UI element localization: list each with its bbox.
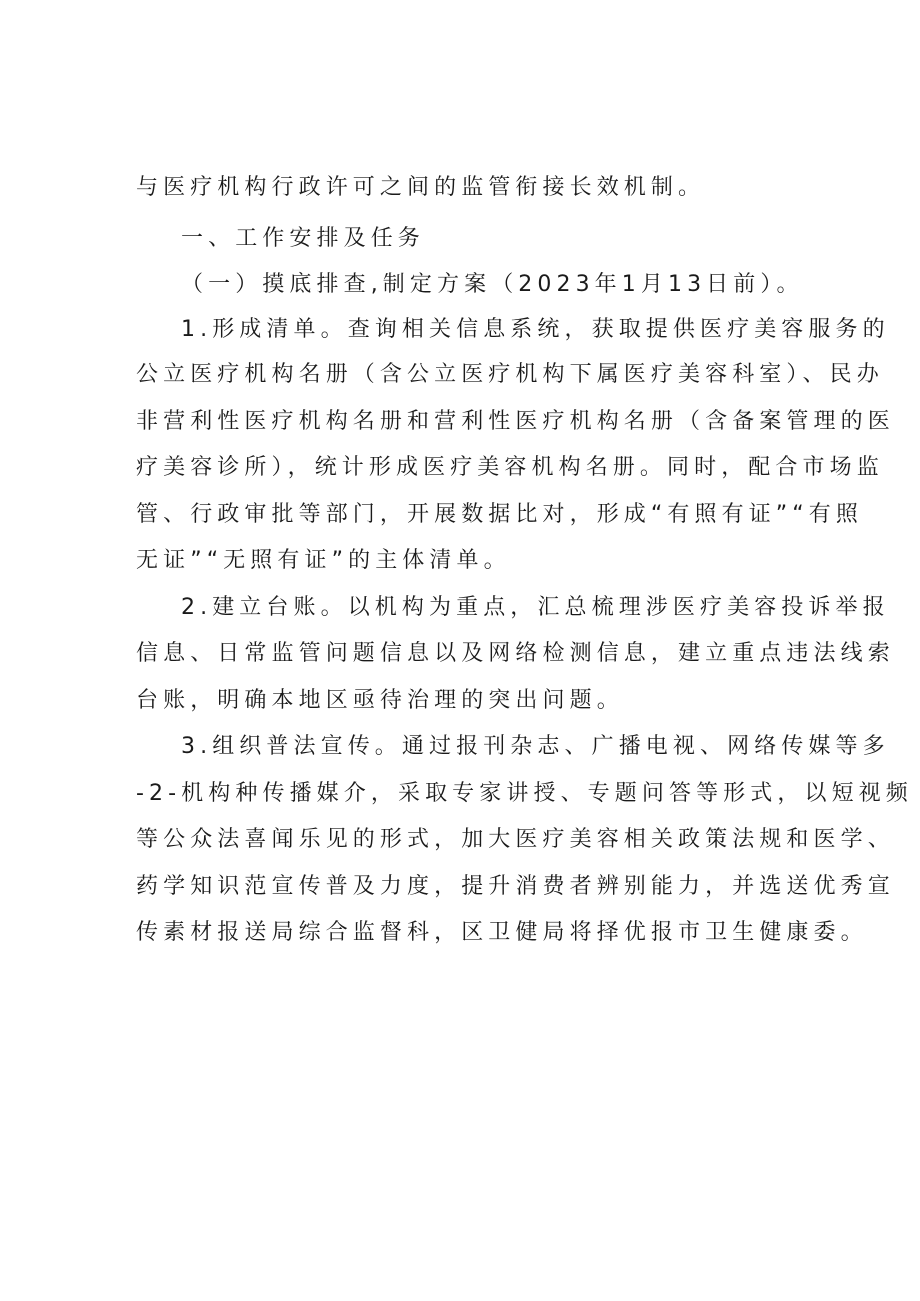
body-line <box>0 634 920 674</box>
body-line <box>0 495 920 535</box>
body-line <box>0 727 920 767</box>
body-line <box>0 867 920 907</box>
section-heading <box>0 219 920 259</box>
heading-text: 一、工作安排及任务 <box>181 226 425 251</box>
line-text: 药学知识范宣传普及力度，提升消费者辨别能力，并选送优秀宣 <box>136 874 895 899</box>
body-line <box>0 820 920 860</box>
subsection-heading <box>0 265 920 305</box>
line-text: 台账，明确本地区亟待治理的突出问题。 <box>136 688 624 713</box>
line-text: 2.建立台账。以机构为重点，汇总梳理涉医疗美容投诉举报 <box>181 595 890 620</box>
line-text: 疗美容诊所），统计形成医疗美容机构名册。同时，配合市场监 <box>136 455 884 480</box>
subheading-text: （一）摸底排查,制定方案（2023年1月13日前）。 <box>181 272 804 297</box>
line-text: 非营利性医疗机构名册和营利性医疗机构名册（含备案管理的医 <box>136 409 895 434</box>
line-text: 1.形成清单。查询相关信息系统，获取提供医疗美容服务的 <box>181 317 890 342</box>
line-text: 信息、日常监管问题信息以及网络检测信息，建立重点违法线索 <box>136 641 895 666</box>
body-line <box>0 913 920 953</box>
line-text: 无证”“无照有证”的主体清单。 <box>136 548 511 573</box>
body-line <box>0 681 920 721</box>
line-text: 3.组织普法宣传。通过报刊杂志、广播电视、网络传媒等多 <box>181 734 890 759</box>
line-text: 传素材报送局综合监督科，区卫健局将择优报市卫生健康委。 <box>136 920 868 945</box>
body-line <box>0 168 920 208</box>
body-line <box>0 588 920 628</box>
line-text: 等公众法喜闻乐见的形式，加大医疗美容相关政策法规和医学、 <box>136 827 895 852</box>
line-text: -2-机构种传播媒介，采取专家讲授、专题问答等形式，以短视频 <box>136 781 913 806</box>
line-text: 管、行政审批等部门，开展数据比对，形成“有照有证”“有照 <box>136 502 863 527</box>
body-line <box>0 355 920 395</box>
line-text: 与医疗机构行政许可之间的监管衔接长效机制。 <box>136 175 706 200</box>
line-text: 公立医疗机构名册（含公立医疗机构下属医疗美容科室）、民办 <box>136 362 884 387</box>
body-line <box>0 541 920 581</box>
body-line <box>0 774 920 814</box>
body-line <box>0 448 920 488</box>
body-line <box>0 310 920 350</box>
body-line <box>0 402 920 442</box>
